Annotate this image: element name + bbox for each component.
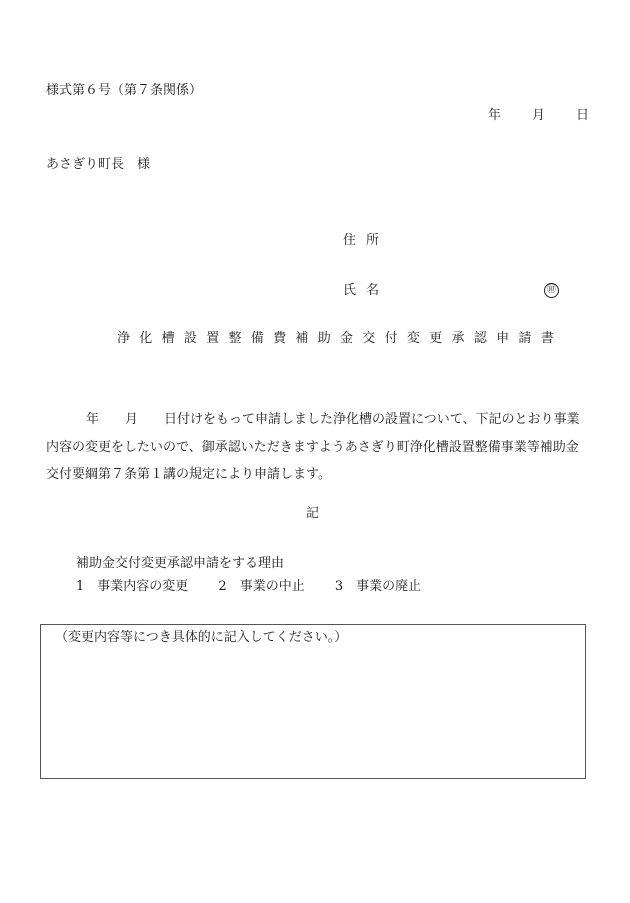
option-change: 1 事業内容の変更 [76, 579, 189, 594]
recipient: あさぎり町長 様 [46, 157, 151, 172]
address-label: 住所 [343, 233, 390, 248]
reason-options [76, 580, 447, 593]
box-note: （変更内容等につき具体的に記入してください。） [55, 630, 348, 645]
reason-heading: 補助金交付変更承認申請をする理由 [76, 556, 285, 571]
body-text: 年 月 日付けをもって申請しました浄化槽の設置について、下記のとおり事業内容の変更をしたいので、御承認いただきますようあさぎり町浄化槽設置整備事業等補助金交付要綱第７条第１講の規定により申請します。 [46, 412, 580, 482]
option-abolish: 3 事業の廃止 [334, 579, 422, 594]
form-number: 様式第６号（第７条関係） [46, 83, 203, 98]
date-year: 年 [488, 108, 502, 123]
date-day: 日 [576, 108, 590, 123]
name-label: 氏名 [343, 283, 390, 298]
date-month: 月 [532, 108, 546, 123]
option-suspend: 2 事業の中止 [218, 579, 305, 594]
seal-mark: ㊞ [544, 283, 559, 298]
document-title: 浄化槽設置整備費補助金交付変更承認申請書 [117, 331, 564, 346]
reason-details-box [40, 624, 586, 779]
date-field [488, 109, 589, 122]
record-mark: 記 [306, 506, 320, 521]
